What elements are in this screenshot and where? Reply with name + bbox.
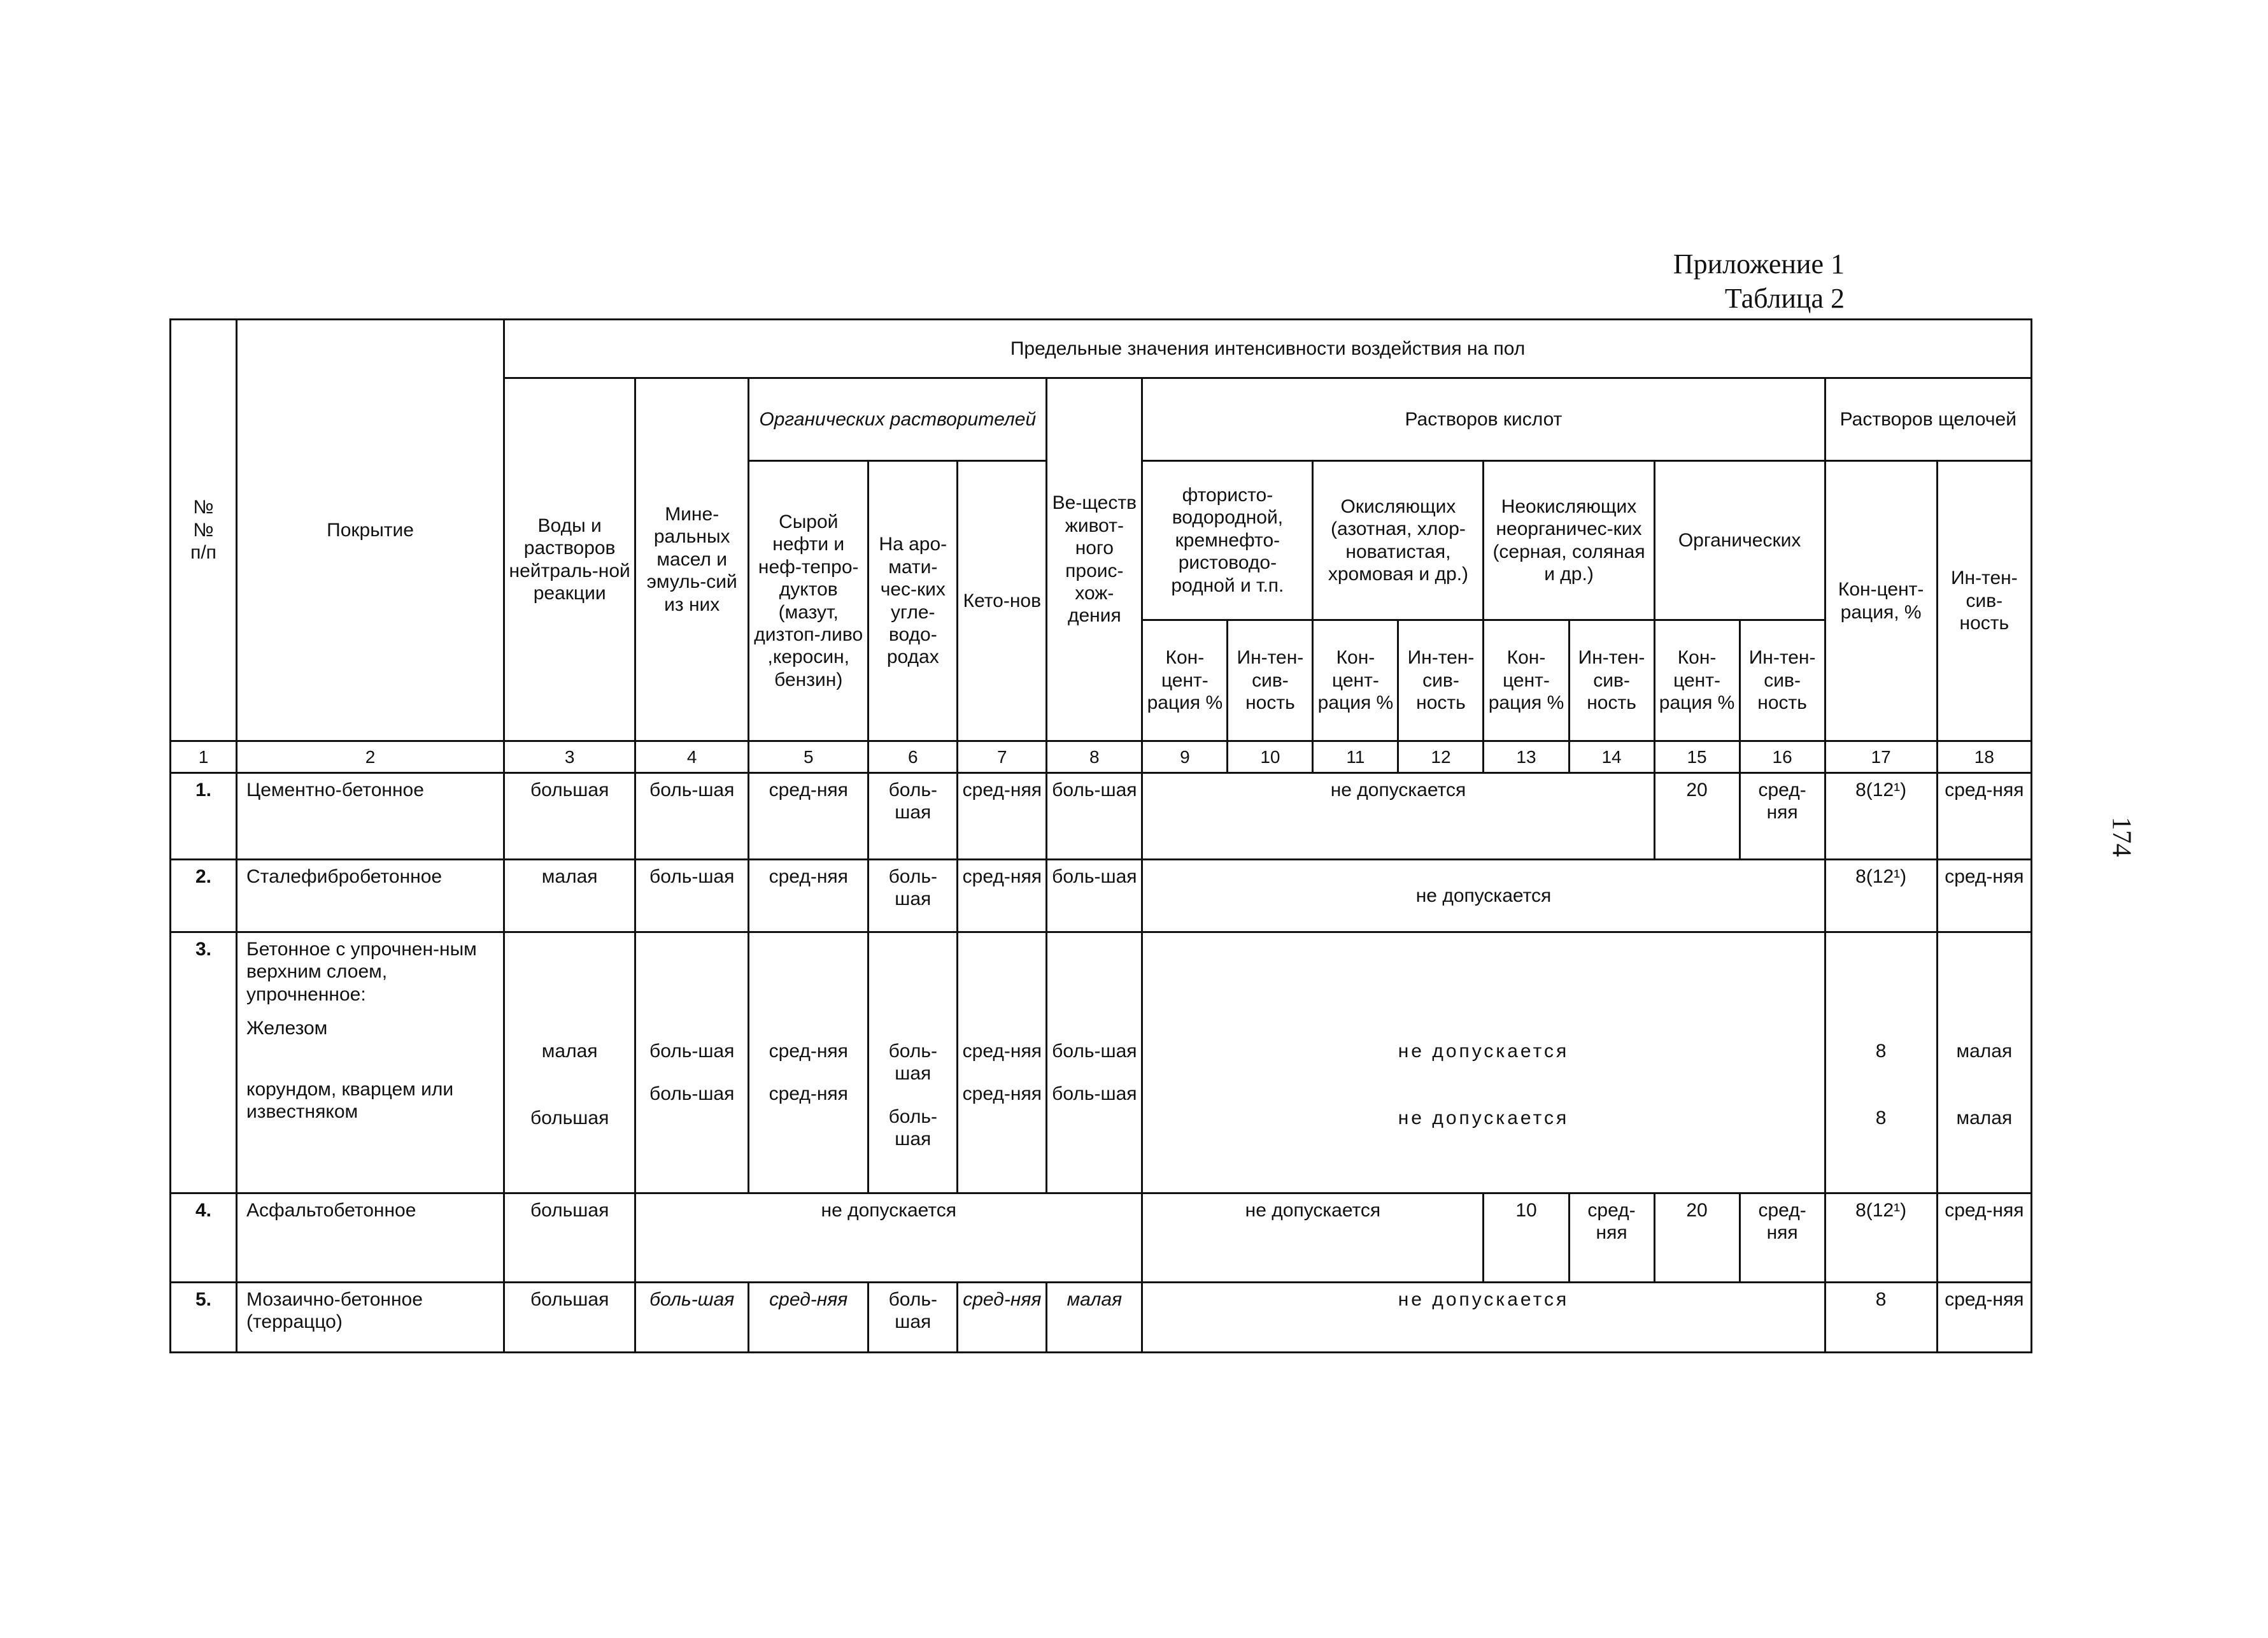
column-number: 10 <box>1228 741 1313 773</box>
acids-not-allowed <box>1142 932 1825 1193</box>
oils-value: боль-шая <box>635 1283 749 1353</box>
organic-acid-concentration: 20 <box>1654 773 1740 860</box>
animal-value: малая <box>1047 1283 1142 1353</box>
column-number: 3 <box>504 741 635 773</box>
subtype-iron-value: боль-шая <box>888 1041 937 1085</box>
column-number: 6 <box>868 741 958 773</box>
column-number: 4 <box>635 741 749 773</box>
acids-not-allowed: не допускается <box>1142 1193 1484 1283</box>
header-acid-solutions: Растворов кислот <box>1142 378 1825 461</box>
acids-not-allowed: не допускается <box>1142 773 1654 860</box>
column-number: 7 <box>958 741 1047 773</box>
subtype-corundum-value: большая <box>530 1107 609 1129</box>
alkali-concentration: 8(12¹) <box>1825 1193 1937 1283</box>
subtype-corundum-value: сред-няя <box>962 1083 1042 1105</box>
subtype-iron-value: малая <box>1956 1041 2013 1062</box>
subtype-corundum-value: боль-шая <box>649 1083 735 1105</box>
header-concentration: Кон-цент-рация % <box>1484 620 1569 741</box>
aromatic-value: боль-шая <box>868 860 958 932</box>
table-row <box>171 932 2032 1193</box>
water-value: большая <box>504 773 635 860</box>
water-value: большая <box>504 1193 635 1283</box>
header-intensity: Ин-тен-сив-ность <box>1569 620 1654 741</box>
header-concentration: Кон-цент-рация % <box>1313 620 1398 741</box>
column-number: 12 <box>1398 741 1484 773</box>
subtype-iron-value: не допускается <box>1398 1041 1570 1062</box>
table-row <box>171 860 2032 932</box>
header-concentration: Кон-цент-рация % <box>1142 620 1228 741</box>
header-ketones: Кето-нов <box>958 461 1047 741</box>
crude-value: сред-няя <box>749 1283 868 1353</box>
subtype-iron-value: боль-шая <box>1052 1041 1137 1062</box>
row-number: 1. <box>171 773 237 860</box>
subtype-iron-value: сред-няя <box>962 1041 1042 1062</box>
header-alkali-concentration: Кон-цент-рация, % <box>1825 461 1937 741</box>
header-organic-solvents: Органических растворителей <box>749 378 1047 461</box>
column-number: 17 <box>1825 741 1937 773</box>
subtype-iron-value: малая <box>541 1041 598 1062</box>
table-row <box>171 1193 2032 1283</box>
subtype-corundum-value: боль-шая <box>1052 1083 1137 1105</box>
coating-subtype-corundum: корундом, кварцем или известняком <box>246 1078 454 1122</box>
coating-subtype-iron: Железом <box>246 1018 328 1039</box>
crude-value: сред-няя <box>749 860 868 932</box>
limits-table <box>169 318 2032 1353</box>
water-value <box>504 932 635 1193</box>
column-number: 11 <box>1313 741 1398 773</box>
oils-value: боль-шая <box>635 860 749 932</box>
header-row-number: № № п/п <box>171 320 237 741</box>
subtype-corundum-value: 8 <box>1875 1107 1887 1129</box>
column-number: 13 <box>1484 741 1569 773</box>
animal-value <box>1047 932 1142 1193</box>
column-number: 14 <box>1569 741 1654 773</box>
solvents-not-allowed: не допускается <box>635 1193 1142 1283</box>
acids-not-allowed: не допускается <box>1142 860 1825 932</box>
column-number: 9 <box>1142 741 1228 773</box>
ketones-value: сред-няя <box>958 773 1047 860</box>
subtype-corundum-value: сред-няя <box>769 1083 848 1105</box>
alkali-intensity: сред-няя <box>1937 1283 2031 1353</box>
column-number: 8 <box>1047 741 1142 773</box>
oils-value <box>635 932 749 1193</box>
appendix-label: Приложение 1 <box>1673 248 1845 280</box>
alkali-concentration: 8 <box>1825 1283 1937 1353</box>
row-number: 5. <box>171 1283 237 1353</box>
alkali-concentration: 8(12¹) <box>1825 773 1937 860</box>
column-number: 18 <box>1937 741 2031 773</box>
subtype-corundum-value: малая <box>1956 1107 2013 1129</box>
header-concentration: Кон-цент-рация % <box>1654 620 1740 741</box>
coating-group-name: Бетонное с упрочнен-ным верхним слоем, упрочненное: <box>246 939 477 1005</box>
ketones-value: сред-няя <box>958 1283 1047 1353</box>
alkali-concentration: 8(12¹) <box>1825 860 1937 932</box>
animal-value: боль-шая <box>1047 773 1142 860</box>
header-non-oxidizing: Неокисляющих неорганичес-ких (серная, соляная и др.) <box>1484 461 1654 620</box>
subtype-corundum-value: боль-шая <box>888 1106 937 1150</box>
column-number: 16 <box>1740 741 1825 773</box>
alkali-concentration <box>1825 932 1937 1193</box>
coating-name: Мозаично-бетонное (терраццо) <box>237 1283 504 1353</box>
header-alkali-solutions: Растворов щелочей <box>1825 378 2031 461</box>
coating-name: Цементно-бетонное <box>237 773 504 860</box>
aromatic-value <box>868 932 958 1193</box>
coating-name: Сталефибробетонное <box>237 860 504 932</box>
alkali-intensity: сред-няя <box>1937 1193 2031 1283</box>
row-number: 2. <box>171 860 237 932</box>
organic-acid-intensity: сред-няя <box>1740 773 1825 860</box>
column-numbers-row <box>171 741 2032 773</box>
animal-value: боль-шая <box>1047 860 1142 932</box>
aromatic-value: боль-шая <box>868 773 958 860</box>
header-hydrofluoric: фтористо-водородной, кремнефто-ристоводо-родной и т.п. <box>1142 461 1313 620</box>
subtype-iron-value: боль-шая <box>649 1041 735 1062</box>
header-aromatic: На аро-мати-чес-ких угле-водо-родах <box>868 461 958 741</box>
header-water: Воды и растворов нейтраль-ной реакции <box>504 378 635 741</box>
header-coating: Покрытие <box>237 320 504 741</box>
ketones-value: сред-няя <box>958 860 1047 932</box>
page-number: 174 <box>2106 816 2136 857</box>
oils-value: боль-шая <box>635 773 749 860</box>
alkali-intensity: сред-няя <box>1937 860 2031 932</box>
crude-value: сред-няя <box>749 773 868 860</box>
non-oxidizing-intensity: сред-няя <box>1569 1193 1654 1283</box>
header-mineral-oils: Мине-ральных масел и эмуль-сий из них <box>635 378 749 741</box>
organic-acid-intensity: сред-няя <box>1740 1193 1825 1283</box>
aromatic-value: боль-шая <box>868 1283 958 1353</box>
header-limit-values: Предельные значения интенсивности воздействия на пол <box>504 320 2032 378</box>
coating-name <box>237 932 504 1193</box>
ketones-value <box>958 932 1047 1193</box>
header-alkali-intensity: Ин-тен-сив-ность <box>1937 461 2031 741</box>
header-intensity: Ин-тен-сив-ность <box>1740 620 1825 741</box>
water-value: малая <box>504 860 635 932</box>
alkali-intensity: сред-няя <box>1937 773 2031 860</box>
table-row <box>171 1283 2032 1353</box>
table-row <box>171 773 2032 860</box>
non-oxidizing-concentration: 10 <box>1484 1193 1569 1283</box>
subtype-iron-value: сред-няя <box>769 1041 848 1062</box>
appendix-header <box>1673 247 1845 315</box>
alkali-intensity <box>1937 932 2031 1193</box>
subtype-iron-value: 8 <box>1875 1041 1887 1062</box>
acids-not-allowed: не допускается <box>1142 1283 1825 1353</box>
crude-value <box>749 932 868 1193</box>
column-number: 2 <box>237 741 504 773</box>
coating-name: Асфальтобетонное <box>237 1193 504 1283</box>
row-number: 4. <box>171 1193 237 1283</box>
header-animal-substances: Ве-ществ живот-ного проис-хож-дения <box>1047 378 1142 741</box>
organic-acid-concentration: 20 <box>1654 1193 1740 1283</box>
column-number: 15 <box>1654 741 1740 773</box>
table-number: Таблица 2 <box>1724 282 1845 314</box>
header-intensity: Ин-тен-сив-ность <box>1228 620 1313 741</box>
column-number: 1 <box>171 741 237 773</box>
subtype-corundum-value: не допускается <box>1398 1107 1570 1129</box>
row-number: 3. <box>171 932 237 1193</box>
header-crude-oil: Сырой нефти и неф-тепро-дуктов (мазут, дизтоп-ливо ,керосин, бензин) <box>749 461 868 741</box>
column-number: 5 <box>749 741 868 773</box>
header-oxidizing: Окисляющих (азотная, хлор-новатистая, хромовая и др.) <box>1313 461 1484 620</box>
water-value: большая <box>504 1283 635 1353</box>
header-intensity: Ин-тен-сив-ность <box>1398 620 1484 741</box>
header-organic-acids: Органических <box>1654 461 1825 620</box>
